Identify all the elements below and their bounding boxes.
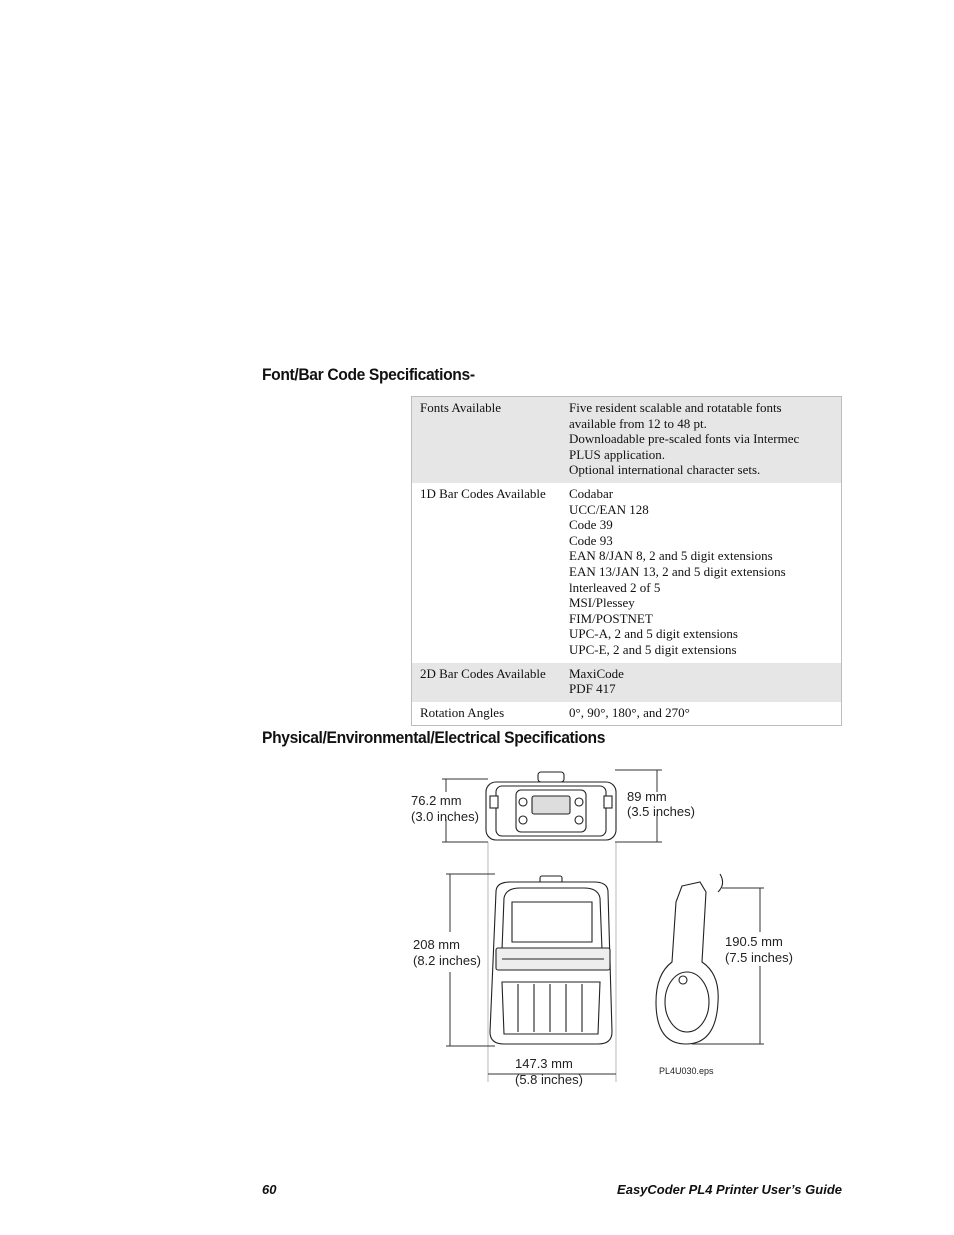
section-title-font-bar: Font/Bar Code Specifications- <box>262 365 475 384</box>
printer-side-view-icon <box>656 874 723 1044</box>
spec-value-line: lnterleaved 2 of 5 <box>569 579 661 595</box>
dim-front-height-in: (8.2 inches) <box>413 953 481 968</box>
section-title-physical: Physical/Environmental/Electrical Specifications <box>262 728 606 747</box>
spec-label: 2D Bar Codes Available <box>412 663 562 702</box>
dim-top-height-mm: 76.2 mm <box>411 793 462 808</box>
spec-label: Rotation Angles <box>420 704 505 720</box>
spec-value-line: Five resident scalable and rotatable fonts <box>569 400 782 415</box>
dim-top-height-in: (3.0 inches) <box>411 809 479 824</box>
spec-value-line: Codabar <box>569 485 614 501</box>
spec-label: 1D Bar Codes Available <box>420 485 546 501</box>
spec-value-line: UPC-E, 2 and 5 digit extensions <box>569 641 737 657</box>
spec-value-line: FIM/POSTNET <box>569 610 653 626</box>
dim-width-in: (5.8 inches) <box>515 1072 583 1087</box>
spec-row <box>412 397 842 483</box>
spec-value-line: Code 93 <box>569 532 613 548</box>
spec-row <box>412 483 842 663</box>
spec-row <box>412 702 842 726</box>
dim-depth-mm: 89 mm <box>627 789 667 804</box>
spec-value-line: Downloadable pre-scaled fonts via Intermec <box>569 431 800 447</box>
spec-value-line: PLUS application. <box>569 446 666 462</box>
spec-label: Fonts Available <box>412 397 562 483</box>
dim-side-height-mm: 190.5 mm <box>725 934 783 949</box>
spec-value-line: available from 12 to 48 pt. <box>569 415 707 431</box>
spec-value-line: Code 39 <box>569 517 613 533</box>
spec-value-line: UPC-A, 2 and 5 digit extensions <box>569 626 738 642</box>
spec-value-line: EAN 8/JAN 8, 2 and 5 digit extensions <box>569 548 773 564</box>
dim-width-mm: 147.3 mm <box>515 1056 573 1071</box>
spec-value <box>561 663 842 702</box>
spec-value-line: MSI/Plessey <box>569 595 635 611</box>
guide-title: EasyCoder PL4 Printer User’s Guide <box>617 1182 842 1197</box>
dim-depth-in: (3.5 inches) <box>627 804 695 819</box>
spec-value <box>561 483 842 663</box>
spec-value-line: UCC/EAN 128 <box>569 501 649 517</box>
printer-dimension-diagram <box>400 762 820 1092</box>
printer-front-view-icon <box>490 876 612 1044</box>
spec-value-line: EAN 13/JAN 13, 2 and 5 digit extensions <box>569 563 786 579</box>
spec-value-line: Optional international character sets. <box>569 462 761 478</box>
printer-top-view-icon <box>486 772 616 840</box>
spec-value <box>561 702 842 726</box>
page-number: 60 <box>262 1182 277 1197</box>
spec-value-line: MaxiCode <box>569 665 624 681</box>
spec-value <box>561 397 842 483</box>
spec-value-line: PDF 417 <box>569 681 616 697</box>
spec-table <box>411 396 842 726</box>
spec-value-line: 0°, 90°, 180°, and 270° <box>569 704 690 720</box>
dim-side-height-in: (7.5 inches) <box>725 950 793 965</box>
spec-row <box>412 663 842 702</box>
dim-front-height-mm: 208 mm <box>413 937 460 952</box>
figure-file-label: PL4U030.eps <box>659 1066 714 1076</box>
